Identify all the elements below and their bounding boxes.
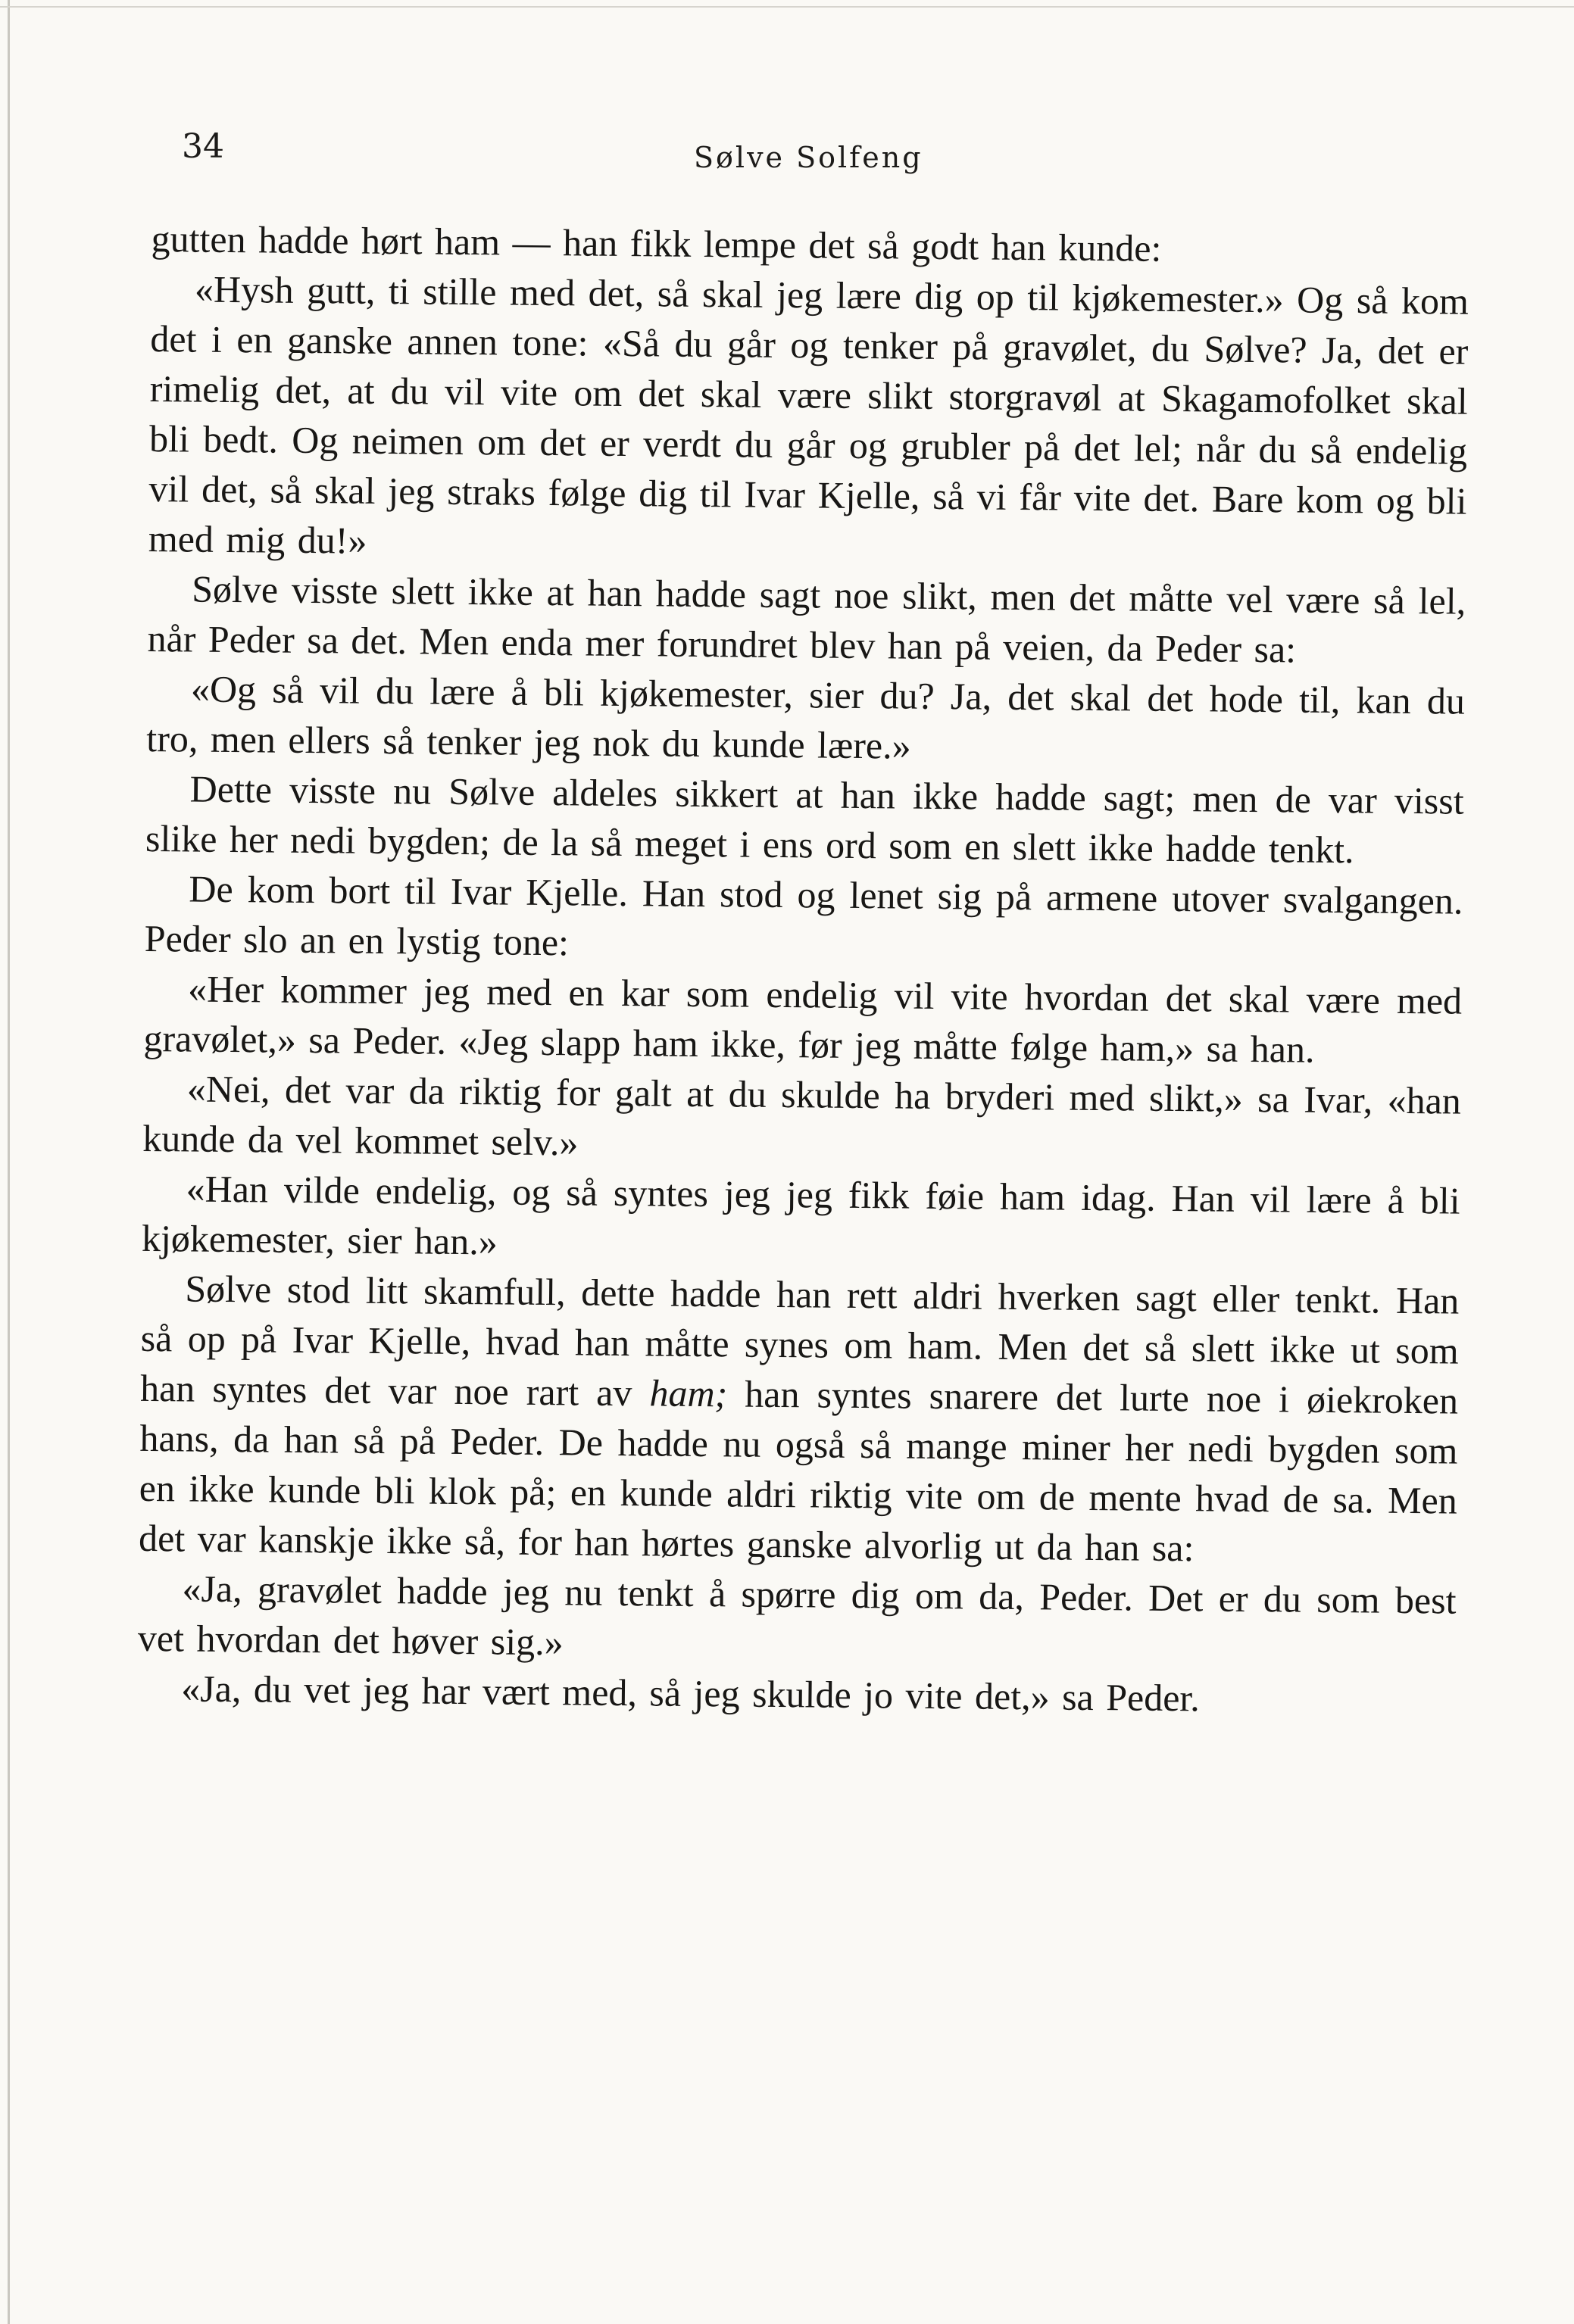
scan-edge-top <box>0 6 1574 8</box>
text-run: Sølve stod litt skamfull, dette hadde han rett aldri hverken sagt eller tenkt. Han så op på Ivar Kjelle, hvad han måtte synes om ham. Men det så slett ikke ut som han syntes det var noe rart av <box>139 1267 1460 1415</box>
paragraph: «Ja, du vet jeg har vært med, så jeg skulde jo vite det,» sa Peder. <box>181 1667 1201 1720</box>
body-text <box>137 214 1469 1726</box>
running-title: Sølve Solfeng <box>694 141 923 174</box>
paragraph: «Nei, det var da riktig for galt at du skulde ha bryderi med slikt,» sa Ivar, «han kunde da vel kommet selv.» <box>142 1067 1462 1164</box>
scan-edge-left <box>8 0 10 2324</box>
paragraph: «Hysh gutt, ti stille med det, så skal jeg lære dig op til kjøkemester.» Og så kom det i en ganske annen tone: «Så du går og tenker på gravølet, du Sølve? Ja, det er rimelig det, at du vil vite om det skal være slikt storgravøl at Skagamofolket skal bli bedt. Og neimen om det er verdt du går og grubler på det lel; når du så endelig vil det, så skal jeg straks følge dig til Ivar Kjelle, så vi får vite det. Bare kom og bli med mig du!» <box>148 267 1469 562</box>
paragraph: «Ja, gravølet hadde jeg nu tenkt å spørre dig om da, Peder. Det er du som best vet hvordan det høver sig.» <box>137 1567 1457 1664</box>
paragraph: Dette visste nu Sølve aldeles sikkert at han ikke hadde sagt; men de var visst slike her nedi bygden; de la så meget i ens ord som en slett ikke hadde tenkt. <box>145 767 1464 872</box>
paragraph: «Og så vil du lære å bli kjøkemester, sier du? Ja, det skal det hode til, kan du tro, men ellers så tenker jeg nok du kunde lære.» <box>146 667 1466 767</box>
page-number: 34 <box>182 127 224 166</box>
italic-text-run: ham; <box>649 1371 728 1415</box>
paragraph: gutten hadde hørt ham — han fikk lempe det så godt han kunde: <box>151 217 1162 270</box>
text-run: han syntes snarere det lurte noe i øiekroken hans, da han så på Peder. De hadde nu også så mange miner her nedi bygden som en ikke kunde bli klok på; en kunde aldri riktig vite om de mente hvad de sa. Men det var kanskje ikke så, for han hørtes ganske alvorlig ut da han sa: <box>138 1372 1459 1570</box>
paragraph: «Han vilde endelig, og så syntes jeg jeg fikk føie ham idag. Han vil lære å bli kjøkemester, sier han.» <box>141 1167 1460 1263</box>
paragraph: De kom bort til Ivar Kjelle. Han stod og lenet sig på armene utover svalgangen. Peder slo an en lystig tone: <box>144 867 1463 964</box>
paragraph: Sølve visste slett ikke at han hadde sagt noe slikt, men det måtte vel være så lel, når Peder sa det. Men enda mer forundret blev han på veien, da Peder sa: <box>147 567 1466 671</box>
paragraph: «Her kommer jeg med en kar som endelig vil vite hvordan det skal være med gravølet,» sa Peder. «Jeg slapp ham ikke, før jeg måtte følge ham,» sa han. <box>143 967 1463 1071</box>
paragraph-with-italic <box>139 1263 1460 1576</box>
